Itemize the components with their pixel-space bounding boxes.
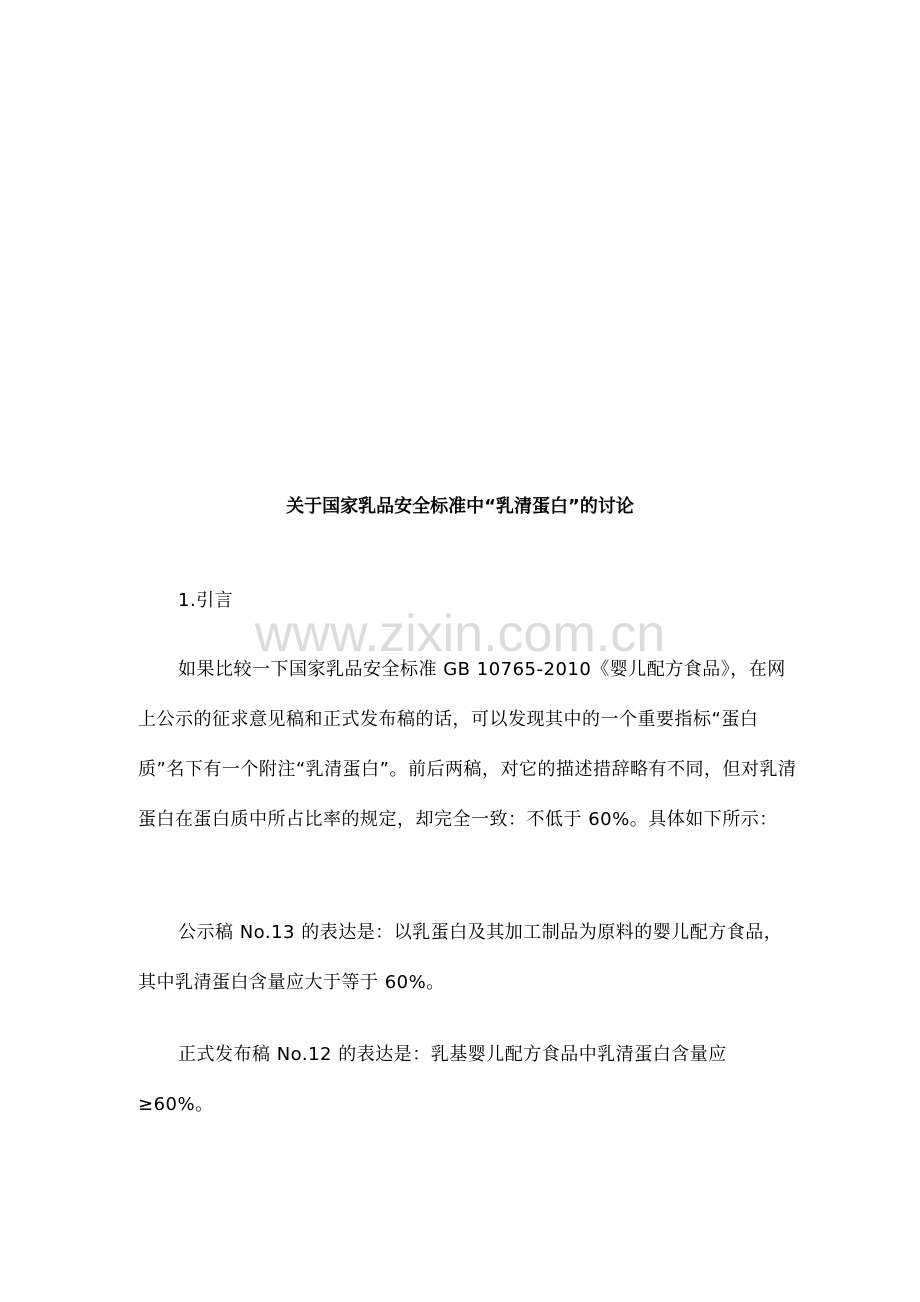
paragraph-final-no12: 正式发布稿 No.12 的表达是：乳基婴儿配方食品中乳清蛋白含量应≥60%。 [138,1044,727,1115]
section-heading-intro: 1.引言 [178,590,234,611]
paragraph-draft-no13: 公示稿 No.13 的表达是：以乳蛋白及其加工制品为原料的婴儿配方食品，其中乳清蛋白含量应大于等于 60%。 [138,922,783,993]
paragraph-comparison: 如果比较一下国家乳品安全标准 GB 10765-2010《婴儿配方食品》，在网上公示的征求意见稿和正式发布稿的话，可以发现其中的一个重要指标“蛋白质”名下有一个附注“乳清蛋白”。前后两稿，对它的描述措辞略有不同，但对乳清蛋白在蛋白质中所占比率的规定，却完全一致：不低于 60%。具体如下所示： [138,659,797,830]
watermark-text: www.zixin.com.cn [254,605,666,663]
document-title: 关于国家乳品安全标准中“乳清蛋白”的讨论 [286,496,634,517]
